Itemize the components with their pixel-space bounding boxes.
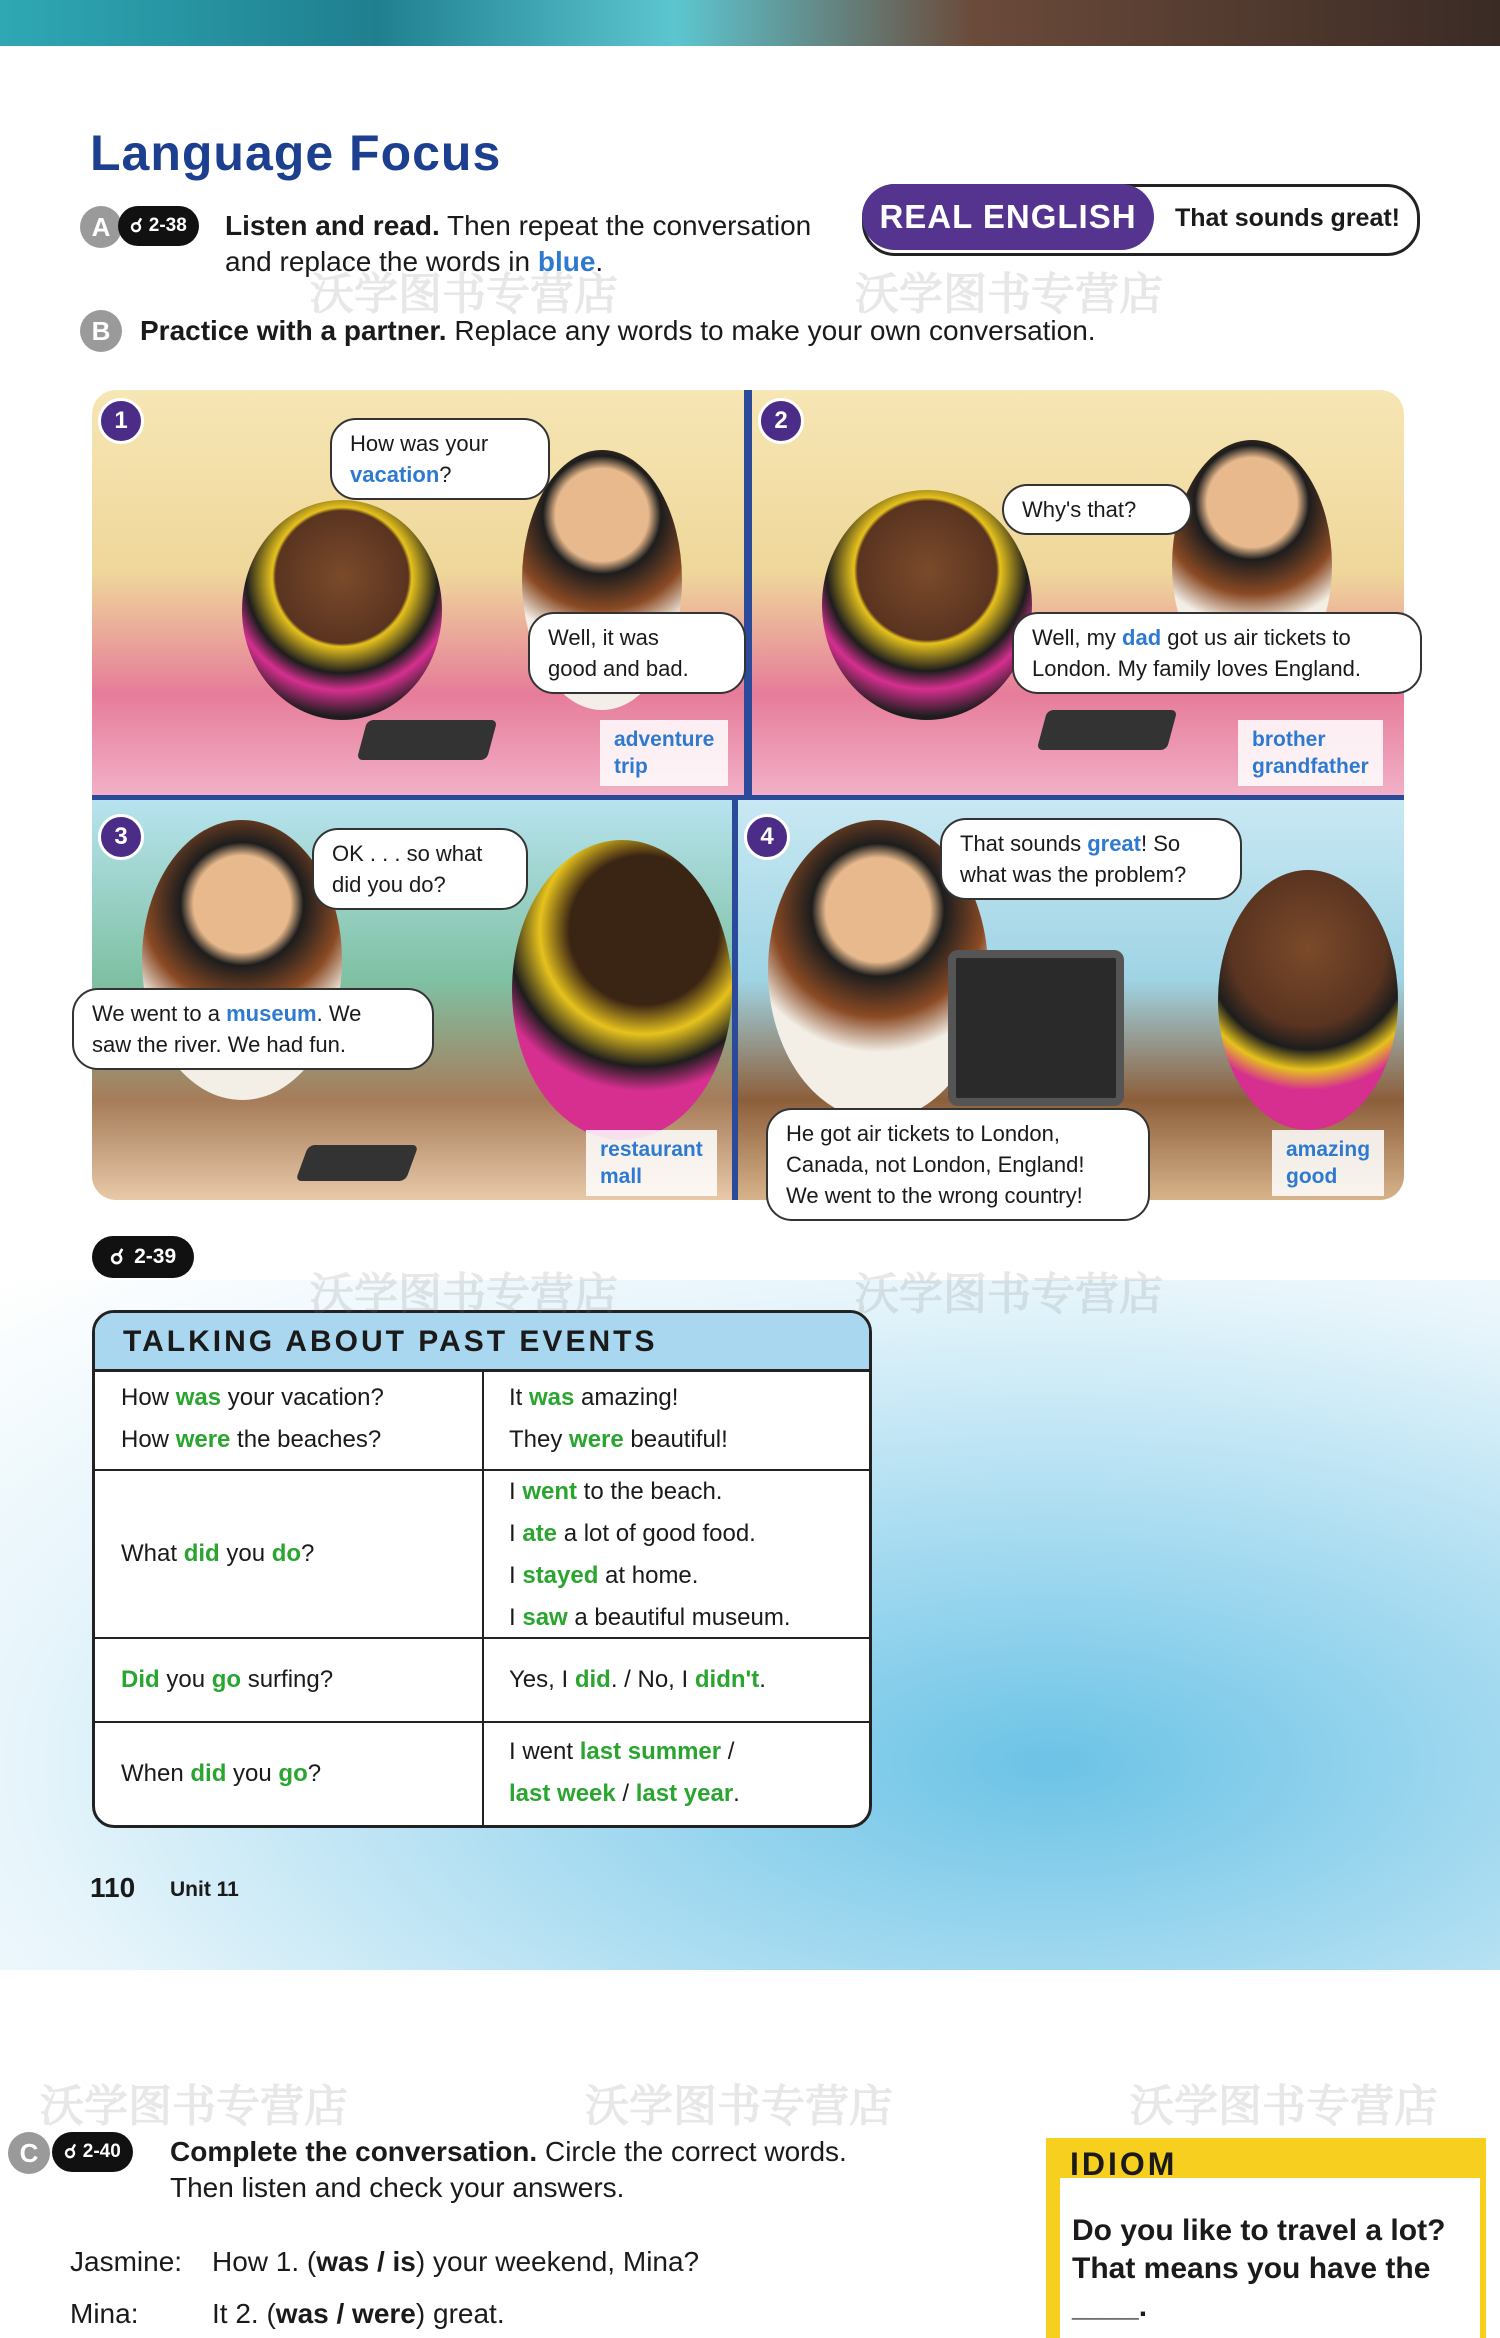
girl-figure xyxy=(242,500,442,720)
tablet-image xyxy=(357,720,498,760)
top-photo-band xyxy=(0,0,1500,46)
grammar-table xyxy=(92,1310,872,1828)
page-title: Language Focus xyxy=(90,125,502,181)
table-cell: I went to the beach. I ate a lot of good food. I stayed at home. I saw a beautiful museum. xyxy=(509,1478,791,1631)
table-cell: Did you go surfing? xyxy=(121,1666,334,1693)
panel-number-4: 4 xyxy=(744,814,790,860)
audio-track-2-38[interactable]: ☌ 2-38 xyxy=(118,206,199,246)
speaker-jasmine: Jasmine: xyxy=(70,2246,183,2277)
speech-bubble: That sounds great! So what was the problem? xyxy=(940,818,1242,900)
speech-bubble: We went to a museum. We saw the river. We had fun. xyxy=(72,988,434,1070)
real-english-phrase: That sounds great! xyxy=(1175,204,1401,232)
headphones-icon: ☌ xyxy=(64,2141,77,2163)
unit-label: Unit 11 xyxy=(170,1878,239,1901)
headphones-icon: ☌ xyxy=(110,1245,125,1269)
watermark: 沃学图书专营店 xyxy=(310,1270,618,1319)
tablet-image xyxy=(295,1145,418,1181)
speech-bubble: Well, my dad got us air tickets to London. My family loves England. xyxy=(1012,612,1422,694)
alternative-words: adventure trip xyxy=(600,720,728,786)
speech-bubble: Why's that? xyxy=(1002,484,1192,535)
section-c-instruction: Complete the conversation. Circle the correct words. Then listen and check your answers. xyxy=(170,2136,847,2203)
section-a-letter: A xyxy=(80,206,122,248)
speech-bubble: How was your vacation? xyxy=(330,418,550,500)
headphones-icon: ☌ xyxy=(130,215,143,237)
panel-number-1: 1 xyxy=(98,398,144,444)
section-b-letter: B xyxy=(80,310,122,352)
table-cell: What did you do? xyxy=(121,1540,315,1567)
answer-options[interactable]: was / were xyxy=(275,2298,416,2329)
speech-bubble: He got air tickets to London, Canada, not London, England! We went to the wrong country! xyxy=(766,1108,1150,1221)
real-english-tag: REAL ENGLISH xyxy=(862,184,1154,250)
speech-bubble: OK . . . so what did you do? xyxy=(312,828,528,910)
table-cell: Yes, I did. / No, I didn't. xyxy=(509,1666,766,1693)
audio-track-2-40[interactable]: ☌ 2-40 xyxy=(52,2132,133,2172)
table-cell: How was your vacation? How were the beaches? xyxy=(121,1384,384,1453)
speech-bubble: Well, it was good and bad. xyxy=(528,612,746,694)
tablet-photo xyxy=(948,950,1124,1106)
alternative-words: brother grandfather xyxy=(1238,720,1383,786)
conversation-line: It 2. (was / were) great. xyxy=(212,2298,505,2329)
watermark: 沃学图书专营店 xyxy=(585,2082,893,2131)
girl-figure xyxy=(512,840,732,1140)
girl-figure xyxy=(822,490,1032,720)
answer-options[interactable]: was / is xyxy=(316,2246,416,2277)
speaker-mina: Mina: xyxy=(70,2298,139,2329)
panel-divider xyxy=(732,800,738,1200)
panel-divider xyxy=(92,795,1404,800)
conversation-line: How 1. (was / is) your weekend, Mina? xyxy=(212,2246,700,2277)
watermark: 沃学图书专营店 xyxy=(855,1270,1163,1319)
table-cell: When did you go? xyxy=(121,1760,322,1787)
watermark: 沃学图书专营店 xyxy=(310,270,618,319)
alternative-words: restaurant mall xyxy=(586,1130,717,1196)
panel-number-2: 2 xyxy=(758,398,804,444)
section-a-instruction: Listen and read. Then repeat the conversation and replace the words in blue. xyxy=(225,210,812,277)
panel-number-3: 3 xyxy=(98,814,144,860)
girl-figure xyxy=(1218,870,1398,1130)
grammar-table-title: TALKING ABOUT PAST EVENTS xyxy=(123,1325,658,1358)
tablet-image xyxy=(1037,710,1178,750)
panel-divider xyxy=(744,390,752,800)
audio-track-2-39[interactable]: ☌ 2-39 xyxy=(92,1236,194,1278)
idiom-text: Do you like to travel a lot? That means you have the ____. xyxy=(1072,2214,1446,2323)
section-c-letter: C xyxy=(8,2132,50,2174)
table-cell: It was amazing! They were beautiful! xyxy=(509,1384,728,1453)
page-number: 110 xyxy=(90,1872,136,1903)
watermark: 沃学图书专营店 xyxy=(1130,2082,1438,2131)
table-cell: I went last summer / last week / last year. xyxy=(509,1738,740,1807)
watermark: 沃学图书专营店 xyxy=(855,270,1163,319)
watermark: 沃学图书专营店 xyxy=(40,2082,348,2131)
section-b-instruction: Practice with a partner. Replace any words to make your own conversation. xyxy=(140,315,1096,346)
idiom-heading: IDIOM xyxy=(1070,2146,1178,2182)
alternative-words: amazing good xyxy=(1272,1130,1384,1196)
